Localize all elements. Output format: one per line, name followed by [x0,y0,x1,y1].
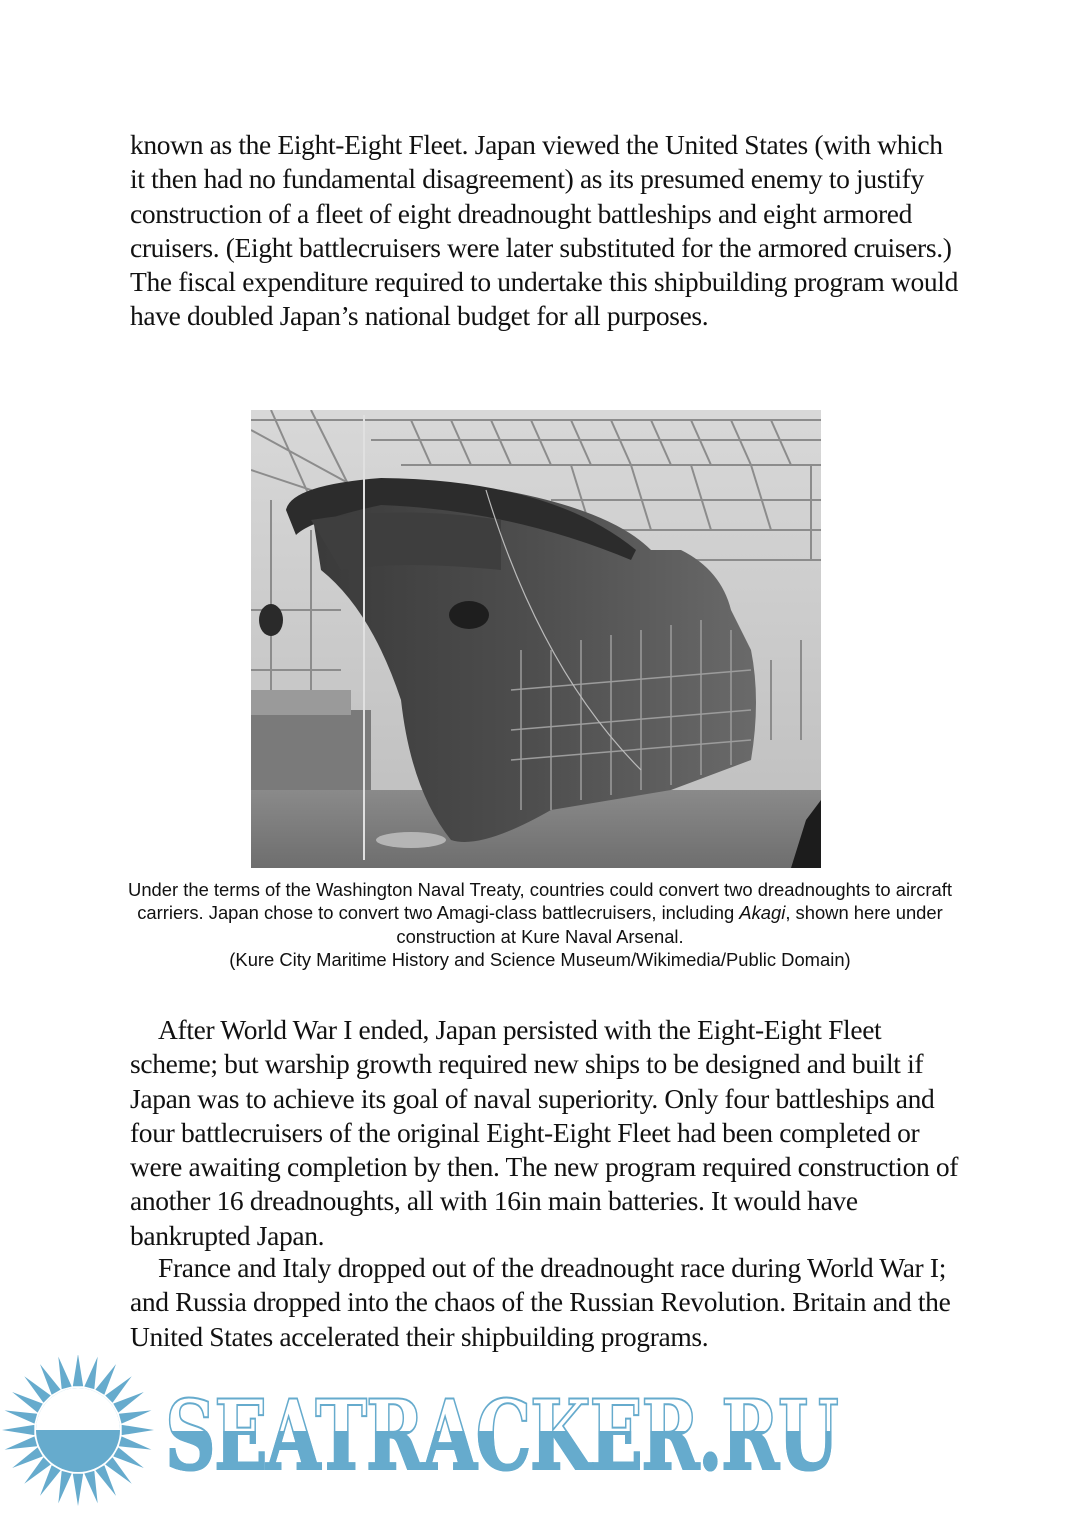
sun-ray [58,1357,71,1390]
sun-ray [73,1474,83,1506]
sun-over-sea-icon [0,1355,170,1513]
sun-ray [73,1355,83,1386]
paragraph-text: After World War I ended, Japan persisted with the Eight-Eight Fleet scheme; but warship growth required new ships to be designed and built if Japan was to achieve its goal of naval superiority. Only four battleships and four battlecruisers of the original Eight-Eight Fleet had been completed or were awaiting completion by then. The new program required construction of another 16 dreadnoughts, all with 16in main batteries. It would have bankrupted Japan. [130,1014,959,1251]
sun-ray [5,1436,38,1449]
sun-ray [58,1471,71,1504]
body-paragraph [130,1251,960,1354]
sun-ray [5,1410,38,1423]
ship-photo-illustration [251,410,821,868]
body-paragraph [130,128,960,334]
watermark-text: SEATRACKER.RU [165,1379,838,1492]
sun-ray [122,1425,154,1435]
caption-text-end: , shown here under construction at Kure Naval Arsenal. [396,902,943,947]
sun-ray [2,1425,34,1435]
ship-name: Akagi [739,902,786,924]
sun-ray [84,1357,97,1390]
caption-text: Under the terms of the Washington Naval Treaty, countries could convert two dreadnoughts to aircraft carriers. Japan chose to convert two Amagi-class battlecruisers, including [128,879,952,924]
photo-credit: (Kure City Maritime History and Science Museum/Wikimedia/Public Domain) [229,949,851,971]
akagi-construction-photo [251,410,821,868]
sun-ray [119,1410,152,1423]
body-paragraph [130,1013,960,1253]
sun-ray [84,1471,97,1504]
paragraph-text: France and Italy dropped out of the dreadnought race during World War I; and Russia dropped into the chaos of the Russian Revolution. Britain and the United States accelerated their shipbuilding programs. [130,1252,951,1352]
paragraph-text: known as the Eight-Eight Fleet. Japan viewed the United States (with which it then had no fundamental disagreement) as its presumed enemy to justify construction of a fleet of eight dreadnought battleships and eight armored cruisers. (Eight battlecruisers were later substituted for the armored cruisers.) The fiscal expenditure required to undertake this shipbuilding program would have doubled Japan’s national budget for all purposes. [130,129,958,332]
sun-ray [119,1436,152,1449]
figure-caption [120,878,960,972]
